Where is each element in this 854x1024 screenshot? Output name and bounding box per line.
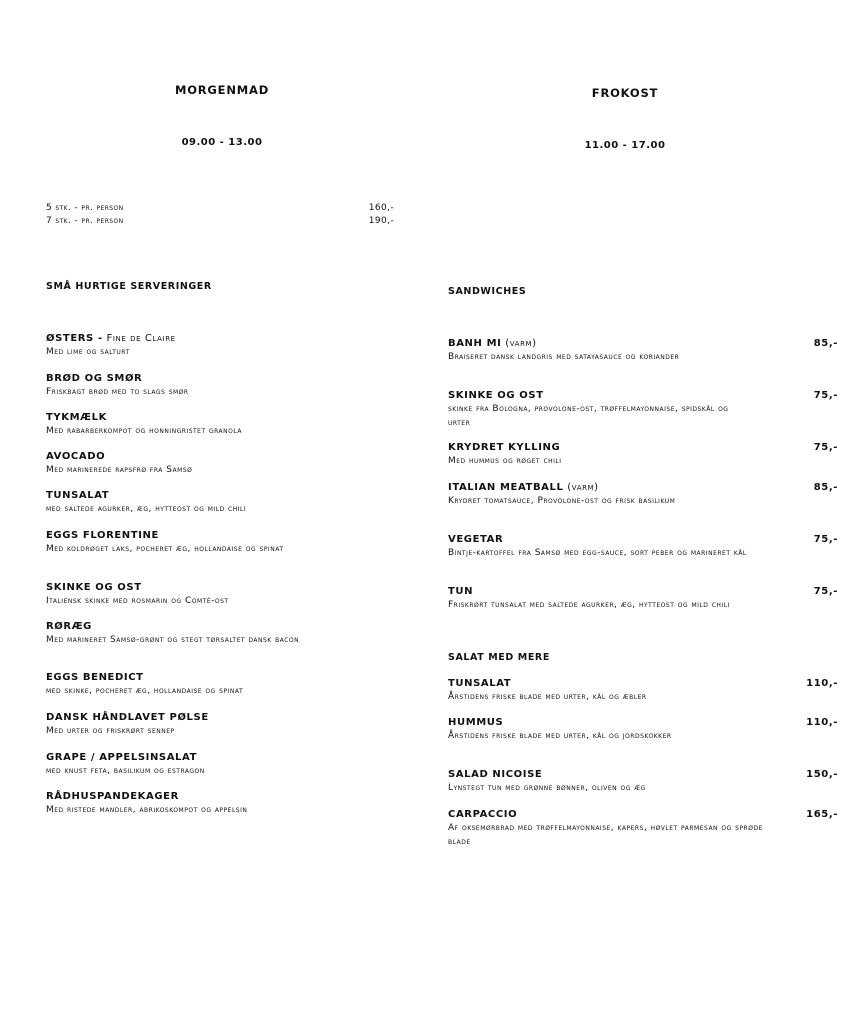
menu-item-bread-butter xyxy=(46,372,394,399)
menu-item-skinke-og-ost xyxy=(448,389,838,430)
item-description: med saltede agurker, æg, hytteost og mild chili xyxy=(46,504,247,514)
menu-item-roraeg xyxy=(46,620,394,647)
price-row-label: 7 stk. - pr. person xyxy=(46,216,124,226)
item-description: skinke fra Bologna, provolone-ost, trøffelmayonnaise, spidskål og urter xyxy=(448,404,729,428)
item-name-suffix: (varm) xyxy=(501,338,537,349)
menu-item-oysters xyxy=(46,332,394,359)
item-price: 150,- xyxy=(806,769,838,780)
item-price: 165,- xyxy=(806,809,838,820)
menu-item-grape-appelsinsalat xyxy=(46,751,394,778)
item-description: Friskbagt brød med to slags smør xyxy=(46,387,189,397)
price-row-label: 5 stk. - pr. person xyxy=(46,203,124,213)
menu-item-skinke-ost xyxy=(46,581,394,608)
item-name: ØSTERS - Fine de Claire xyxy=(46,333,176,344)
item-name: SKINKE OG OST 75,- xyxy=(448,390,838,401)
item-description: Af oksemørbrad med trøffelmayonnaise, kapers, høvlet parmesan og sprøde blade xyxy=(448,823,763,847)
menu-item-vegetar xyxy=(448,533,838,560)
item-name: CARPACCIO 165,- xyxy=(448,809,838,820)
item-name: EGGS FLORENTINE xyxy=(46,530,159,541)
item-description: Lynstegt tun med grønne bønner, oliven og æg xyxy=(448,783,646,793)
item-name: BRØD OG SMØR xyxy=(46,373,143,384)
menu-item-salat-tunsalat xyxy=(448,677,838,704)
item-description: Braiseret dansk landgris med satayasauce og koriander xyxy=(448,352,680,362)
menu-item-carpaccio xyxy=(448,808,838,849)
item-description: Med marinerede rapsfrø fra Samsø xyxy=(46,465,193,475)
item-name: TYKMÆLK xyxy=(46,412,107,423)
price-row-5 xyxy=(46,203,394,213)
item-description: Årstidens friske blade med urter, kål og jordskokker xyxy=(448,731,672,741)
menu-item-tun xyxy=(448,585,838,612)
item-description: Med ristede mandler, abrikoskompot og appelsin xyxy=(46,805,248,815)
menu-item-italian-meatball xyxy=(448,481,838,508)
menu-item-banh-mi xyxy=(448,337,838,364)
item-description: Bintje-kartoffel fra Samsø med egg-sauce, sort peber og marineret kål xyxy=(448,548,747,558)
menu-item-hummus xyxy=(448,716,838,743)
item-price: 85,- xyxy=(813,338,838,349)
item-name: TUNSALAT 110,- xyxy=(448,678,838,689)
item-name: SKINKE OG OST xyxy=(46,582,142,593)
item-price: 75,- xyxy=(813,390,838,401)
price-row-price: 160,- xyxy=(368,203,394,213)
item-price: 75,- xyxy=(813,442,838,453)
item-description: med skinke, pocheret æg, hollandaise og spinat xyxy=(46,686,244,696)
item-name-suffix: Fine de Claire xyxy=(102,333,176,344)
menu-item-krydret-kylling xyxy=(448,441,838,468)
item-price: 110,- xyxy=(806,678,838,689)
item-name: TUN 75,- xyxy=(448,586,838,597)
section-title-sandwiches: SANDWICHES xyxy=(448,286,527,297)
item-price: 85,- xyxy=(813,482,838,493)
menu-item-salad-nicoise xyxy=(448,768,838,795)
frokost-hours: 11.00 - 17.00 xyxy=(584,140,666,151)
morgenmad-title: MORGENMAD xyxy=(174,83,270,97)
item-price: 75,- xyxy=(813,586,838,597)
item-name: DANSK HÅNDLAVET PØLSE xyxy=(46,712,209,723)
menu-item-eggs-florentine xyxy=(46,529,394,556)
item-name: HUMMUS 110,- xyxy=(448,717,838,728)
section-title-small-servings: SMÅ HURTIGE SERVERINGER xyxy=(46,281,212,292)
price-row-7 xyxy=(46,216,394,226)
item-price: 75,- xyxy=(813,534,838,545)
item-name: TUNSALAT xyxy=(46,490,110,501)
item-description: Årstidens friske blade med urter, kål og æbler xyxy=(448,692,647,702)
section-title-salat: SALAT MED MERE xyxy=(448,652,550,663)
item-name: RÅDHUSPANDEKAGER xyxy=(46,791,179,802)
menu-item-dansk-polse xyxy=(46,711,394,738)
item-description: Med rabarberkompot og honningristet granola xyxy=(46,426,242,436)
menu-item-radhuspandekager xyxy=(46,790,394,817)
menu-item-eggs-benedict xyxy=(46,671,394,698)
item-name: ITALIAN MEATBALL (varm) 85,- xyxy=(448,482,838,493)
item-description: Med hummus og røget chili xyxy=(448,456,562,466)
item-price: 110,- xyxy=(806,717,838,728)
item-name: GRAPE / APPELSINSALAT xyxy=(46,752,198,763)
item-name: SALAD NICOISE 150,- xyxy=(448,769,838,780)
item-description: med knust feta, basilikum og estragon xyxy=(46,766,205,776)
menu-item-tunsalat xyxy=(46,489,394,516)
item-name: AVOCADO xyxy=(46,451,106,462)
item-description: Med lime og salturt xyxy=(46,347,130,357)
item-description: Italiensk skinke med rosmarin og Comté-ost xyxy=(46,596,229,606)
item-name: EGGS BENEDICT xyxy=(46,672,144,683)
item-description: Med marineret Samsø-grønt og stegt tørsaltet dansk bacon xyxy=(46,635,300,645)
item-name: KRYDRET KYLLING 75,- xyxy=(448,442,838,453)
item-description: Krydret tomatsauce, Provolone-ost og frisk basilikum xyxy=(448,496,676,506)
item-name: VEGETAR 75,- xyxy=(448,534,838,545)
item-description: Friskrørt tunsalat med saltede agurker, æg, hytteost og mild chili xyxy=(448,600,730,610)
menu-item-avocado xyxy=(46,450,394,477)
item-description: Med koldrøget laks, pocheret æg, hollandaise og spinat xyxy=(46,544,284,554)
menu-item-tykmaelk xyxy=(46,411,394,438)
morgenmad-hours: 09.00 - 13.00 xyxy=(181,137,263,148)
price-row-price: 190,- xyxy=(368,216,394,226)
item-description: Med urter og friskrørt sennep xyxy=(46,726,175,736)
item-name: BANH MI (varm) 85,- xyxy=(448,338,838,349)
item-name: RØRÆG xyxy=(46,621,92,632)
item-name-suffix: (varm) xyxy=(563,482,599,493)
frokost-title: FROKOST xyxy=(591,86,659,100)
